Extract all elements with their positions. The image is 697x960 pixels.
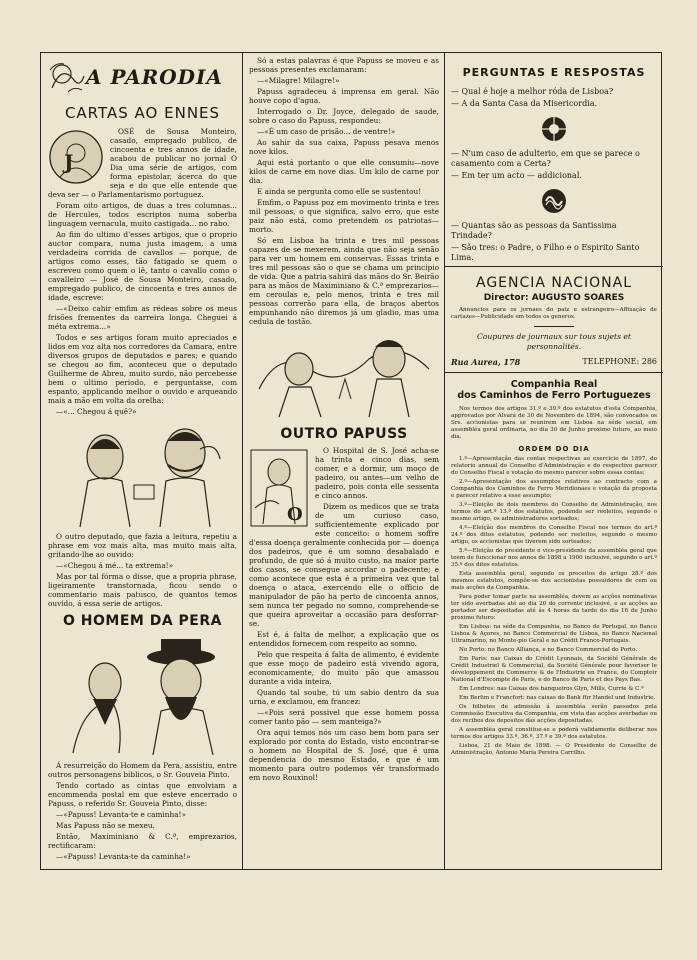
paragraph: —«Milagre! Milagre!» [257,76,340,85]
paragraph: Só a estas palavras é que Papuss se moveu e as pessoas presentes exclamaram: [249,56,439,74]
article-title-outro-papuss: OUTRO PAPUSS [280,426,408,442]
paragraph: —«Pois será possivel que esse homem possa comer tanto pão — sem manteiga?» [249,708,439,726]
caricature-deputies-illustration [50,419,235,529]
paragraph: Á resurreição do Homem da Pera, assistiu, entre outros personagens biblicos, o Sr. Gouveia Pinto. [48,761,237,779]
qa-answer: — São tres: o Padre, o Filho e o Espirito Santo Lima. [451,243,640,262]
caricature-homem-da-pera-illustration [53,633,233,758]
wheel-emblem-icon [540,115,568,143]
svg-text:J: J [64,150,74,174]
paragraph: Aqui está portanto o que elle consumiu—nove kilos de carne em nove dias. Um kilo de carne por dia. [249,158,439,185]
section-companhia [451,379,657,757]
paragraph: Papuss agradeceu á imprensa em geral. Não houve copo d'agua. [249,87,439,105]
agencia-coupures: Coupures de journaux sur tous sujets et personnalités. [477,332,631,351]
qa-question: — N'um caso de adulterio, em que se parece o casamento com a Certa? [451,149,640,168]
paragraph: —«... Chegou á quê?» [56,407,137,416]
caricature-papuss-illustration [249,329,439,421]
paragraph: Mas por tal fórma o disse, que a propria phrase, ligeiramente transtornada, ficou sendo o commentario mais patusco, de quantos temos ouvido, á essa serie de artigos. [48,572,237,608]
qa-answer: — A da Santa Casa da Misericordia. [451,99,598,108]
paragraph: No Porto: no Banco Alliança, e no Banco Commercial do Porto. [459,647,638,653]
paragraph: Todos e ses artigos foram muito apreciados e lidos em voz alta nos corredores da Camara, entre diversos grupos de deputados e pares; e quando se chegou ao fim, aconteceu que o deputado Guilherme de Abreu, muito surdo, não percebesse bem o ultimo periodo, e perguntasse, com espanto, applicando melhor o ouvido e arqueando mais a mão em volta da orelha: [48,333,237,405]
paragraph: Para poder tomar parte na assembléa, devem as acções nominativas ter sido averbadas até ao dia 20 do corrente inclusivé, e as acções ao portador ser depositadas até ás 4 horas da tarde do dia 16 de Junho proximo futuro: [451,594,657,621]
agencia-title: AGENCIA NACIONAL [475,275,632,291]
portrait-drop-cap-icon [48,129,104,185]
agencia-street: Rua Aurea, 178 [451,357,521,367]
companhia-title-line2: dos Caminhos de Ferro Portuguezes [457,390,651,401]
paragraph: Tendo cortado as cintas que envolviam a encommenda postal em que esteve encerrado o Papuss, o referido Sr. Gouveia Pinto, disse: [48,781,237,808]
agenda-item: 5.º—Eleição do presidente e vice-presidente da assembléa geral que teem de funccionar nos annos de 1898 a 1900 inclusivé, segundo o art.º 35.º dos ditos estatutos. [451,548,657,568]
paragraph: —«É um caso de prisão... de ventre!» [257,127,396,136]
paragraph: Lisboa, 21 de Maio de 1898. — O Presidente do Conselho de Administração, Antonio Maria Pereira Carrilho. [451,743,657,756]
qa-question: — Qual é hoje a melhor róda de Lisboa? [451,87,614,96]
paragraph: Foram oito artigos, de duas a tres columnas... de Hercules, todos escriptos numa soberba linguagem vernacula, muito castigada... no rabo. [48,201,237,228]
column-right [444,53,663,869]
paragraph: —«Deixo cahir emfim as rédeas sobre os meus frisões frementes da carreira longa. Cheguei á méta extrema...» [48,304,237,331]
paragraph: Est é, á falta de melhor, a explicação que os entendidos fornecem com respeito ao somno. [249,630,439,648]
paragraph: Em Lisboa: na séde da Companhia, no Banco de Portugal, no Banco Lisboa & Açores, no Banco Commercial de Lisboa, no Banco Nacional Ultramarino, no Monte-pio Geral e no Crédit Franco-Portugais. [451,624,657,644]
paragraph: OSÉ de Sousa Monteiro, casado, empregado publico, de cincoenta e tres annos de idade, acabou de publicar no jornal O Dia uma série de artigos, com forma epistolar, ácerca do que seja e do que elle entende que deva ser — o Parlamentarismo portuguez. [48,127,237,199]
svg-text:O: O [287,504,303,525]
article-title-homem-da-pera: O HOMEM DA PERA [63,613,222,629]
column-left [41,53,242,869]
paragraph: E ainda se pergunta como elle se sustentou! [257,187,422,196]
knot-emblem-icon [540,187,568,215]
qa-answer: — Em ter um acto — addicional. [451,171,582,180]
column-middle [242,53,444,869]
paragraph: Ora aqui temos nós um caso bem bom para ser explorado por conta do Estado, visto encontrar-se o homem no Hospital de S. José, que é uma dependencia do mesmo Estado, e que é um momento para outro podemos vêr transformado em novo Rouxinol! [249,728,439,782]
paragraph: Nos termos dos artigos 31.º e 39.º dos estatutos d'esta Companhia, approvados por Alvará de 30 de Novembro de 1894, são convocados os Srs. accionistas para se reunirem em Lisboa na séde social, em assembléa geral ordinaria, no dia 30 de Junho proximo futuro, ao meio dia. [451,406,657,440]
section-agencia-nacional [451,275,657,367]
agencia-director: Director: AUGUSTO SOARES [483,293,625,303]
divider [534,326,574,327]
paragraph: O Hospital de S. José acha-se ha trinta e cinco dias, sem comer, e a dormir, um moço de padeiro, ou antes—um velho de padeiro, pois conta elle sessenta e cinco annos. [315,446,439,500]
agencia-telephone: TELEPHONE: 286 [582,357,657,366]
paragraph: O outro deputado, que fazia a leitura, repetiu a phrase em voz mais alta, mas muito mais alta, gritando-lhe ao ouvido: [48,532,237,559]
paragraph: Interrogado o Dr. Joyce, delegado de saude, sobre o caso do Papuss, respondeu: [249,107,439,125]
paragraph: Em Londres: nas Caixas dos banqueiros Glyn, Mills, Currie & C.ª [459,686,644,692]
section-title-perguntas: PERGUNTAS E RESPOSTAS [462,66,646,79]
paragraph: Dizem os medicos que se trata de um curioso caso, sufficientemente explicado por este conceito: o homem soffre d'essa doença geralmente conhecida por — doença dos padeiros, que é um somno desabalado e profundo, de que só á muito custo, na maior parte dos casos, se consegue accordar o padecente; e como acontece que esta é a primeira vez que tal doença o ataca, exercendo elle o officio de manipulador de pão ha perto de cincoenta annos, sem nunca ter pegado no somno, comprehende-se que queira aproveitar a occasião para desforrar-se. [249,502,439,628]
agenda-item: 4.º—Eleição dos membros do Conselho Fiscal nos termos do art.º 24.º dos ditos estatutos, podendo ser reeleitos, segundo o mesmo artigo, os accionistas que tiverem sido sorteados; [451,525,657,545]
paragraph: —«Chegou á mé... ta extrema!» [56,561,174,570]
paragraph: Os bilhetes de admissão á assembléa serão passados pela Commissão Executiva da Companhia, em vista das acções averbadas ou dos recibos dos depositos das acções depositadas. [451,704,657,724]
paragraph: A assembléa geral constitue-se e poderá validamente deliberar nos termos dos artigos 33.º, 36.º, 37.º e 39.º dos estatutos. [451,727,657,740]
article-cartas-continued [48,532,237,608]
paragraph: Em Berlim e Francfort: nas caixas do Bank für Handel und Industrie. [459,695,656,701]
masthead-flourish-icon [48,58,86,96]
paragraph: Só em Lisboa ha trinta e tres mil pessoas capazes de se mexerem, ainda que não seja senão para ver um homem em conservas. Essas trinta e tres mil pessoas são o que se chama um principio de vida. Que a patria sahirá das mãos do Sr. Beirão para as mãos de Maximiniano & C.ª emprezarios—em ceroulas e, pelo menos, trinta e tres mil pessoas correrão para ella, de braços abertos empunhando não diremos já um gladio, mas uma cedula de tostão. [249,236,439,326]
masthead-title: A PARODIA [86,65,223,89]
agenda-item: 2.º—Apresentação dos assumptos relativos ao contracto com a Companhia dos Caminhos de Ferro Meridionaes e votação da proposta e parecer relativo a esse assumpto; [451,479,657,499]
agencia-text: Annuncios para os jornaes do paiz e estrangeiro—Affixação de cartazes—Publicidade em todos os generos. [451,307,657,320]
divider [445,372,663,373]
companhia-title-line1: Companhia Real [510,379,598,390]
agenda-item: 1.º—Apresentação das contas respectivas ao exercicio de 1897, do relatorio annual do Conselho d'Administração e do respectivo parecer do Conselho Fiscal e votação do mesmo parecer sobre essas contas; [451,456,657,476]
paragraph: Ao fim do ultimo d'esses artigos, que o proprio auctor compara, numa justa imagem, a uma verdadeira corrida de cavallos — porque, de artigos como esses, tão fatigado se quem o escreveu como quem o lê, tanto o cavallo como o cavalleiro — José de Sousa Monteiro, casado, empregado publico, de cincoenta e tres annos de idade, escreve: [48,230,237,302]
ordem-do-dia: ORDEM DO DIA [518,445,590,453]
divider [445,266,663,267]
paragraph: Ao sahir da sua caixa, Papuss pesava menos nove kilos. [249,138,439,156]
paragraph: —«Papuss! Levanta-te e caminha!» [56,810,186,819]
paragraph: Quando tal soube, tú um sabio dentro da sua urna, e exclamou, em francez: [249,688,439,706]
companhia-title [451,379,657,401]
paragraph: Então, Maximiniano & C.ª, emprezarios, rectificaram: [48,832,237,850]
paragraph: Pelo que respeita á falta de alimento, é evidente que esse moço de padeiro está vivendo agora, economicamente, do muito pão que amassou durante a vida inteira. [249,650,439,686]
article-title-cartas: CARTAS AO ENNES [64,104,221,122]
paragraph: —«Papuss! Levanta-te da caminha!» [56,852,191,861]
article-homem-body [48,761,237,861]
qa-question: — Quantas são as pessoas da Santissima Trindade? [451,221,617,240]
paragraph: Em Paris: nas Caixas do Crédit Lyonnais, da Société Générale de Crédit Industriel & Commercial, da Société Générale pour favoriser le développement du Commerce & de l'Industrie en France, do Comptoir National d'Escompte de Paris, e do Banco de Paris et des Pays Bas. [451,656,657,683]
baker-drop-cap-illustration [249,448,309,528]
masthead [48,56,237,98]
agencia-address [451,357,657,367]
paragraph: Emfim, o Papuss poz em movimento trinta e tres mil pessoas, o que significa, salvo erro, que este paiz não está, como pretendem os patriotas—morto. [249,198,439,234]
paragraph: Esta assembléa geral, segundo os preceitos do artigo 28.º dos mesmos estatutos, compõe-se dos accionistas possuidores de cem ou mais acções da Companhia. [451,571,657,591]
article-papuss-body [249,56,439,326]
section-perguntas [451,66,657,266]
paragraph: Mas Papuss não se mexeu. [56,821,155,830]
newspaper-page [40,52,662,870]
agenda-item: 3.º—Eleição de dois membros do Conselho de Administração, nos termos do art.º 13.º dos estatutos, podendo ser reeleitos, segundo o mesmo artigo, os administradores sorteados; [451,502,657,522]
